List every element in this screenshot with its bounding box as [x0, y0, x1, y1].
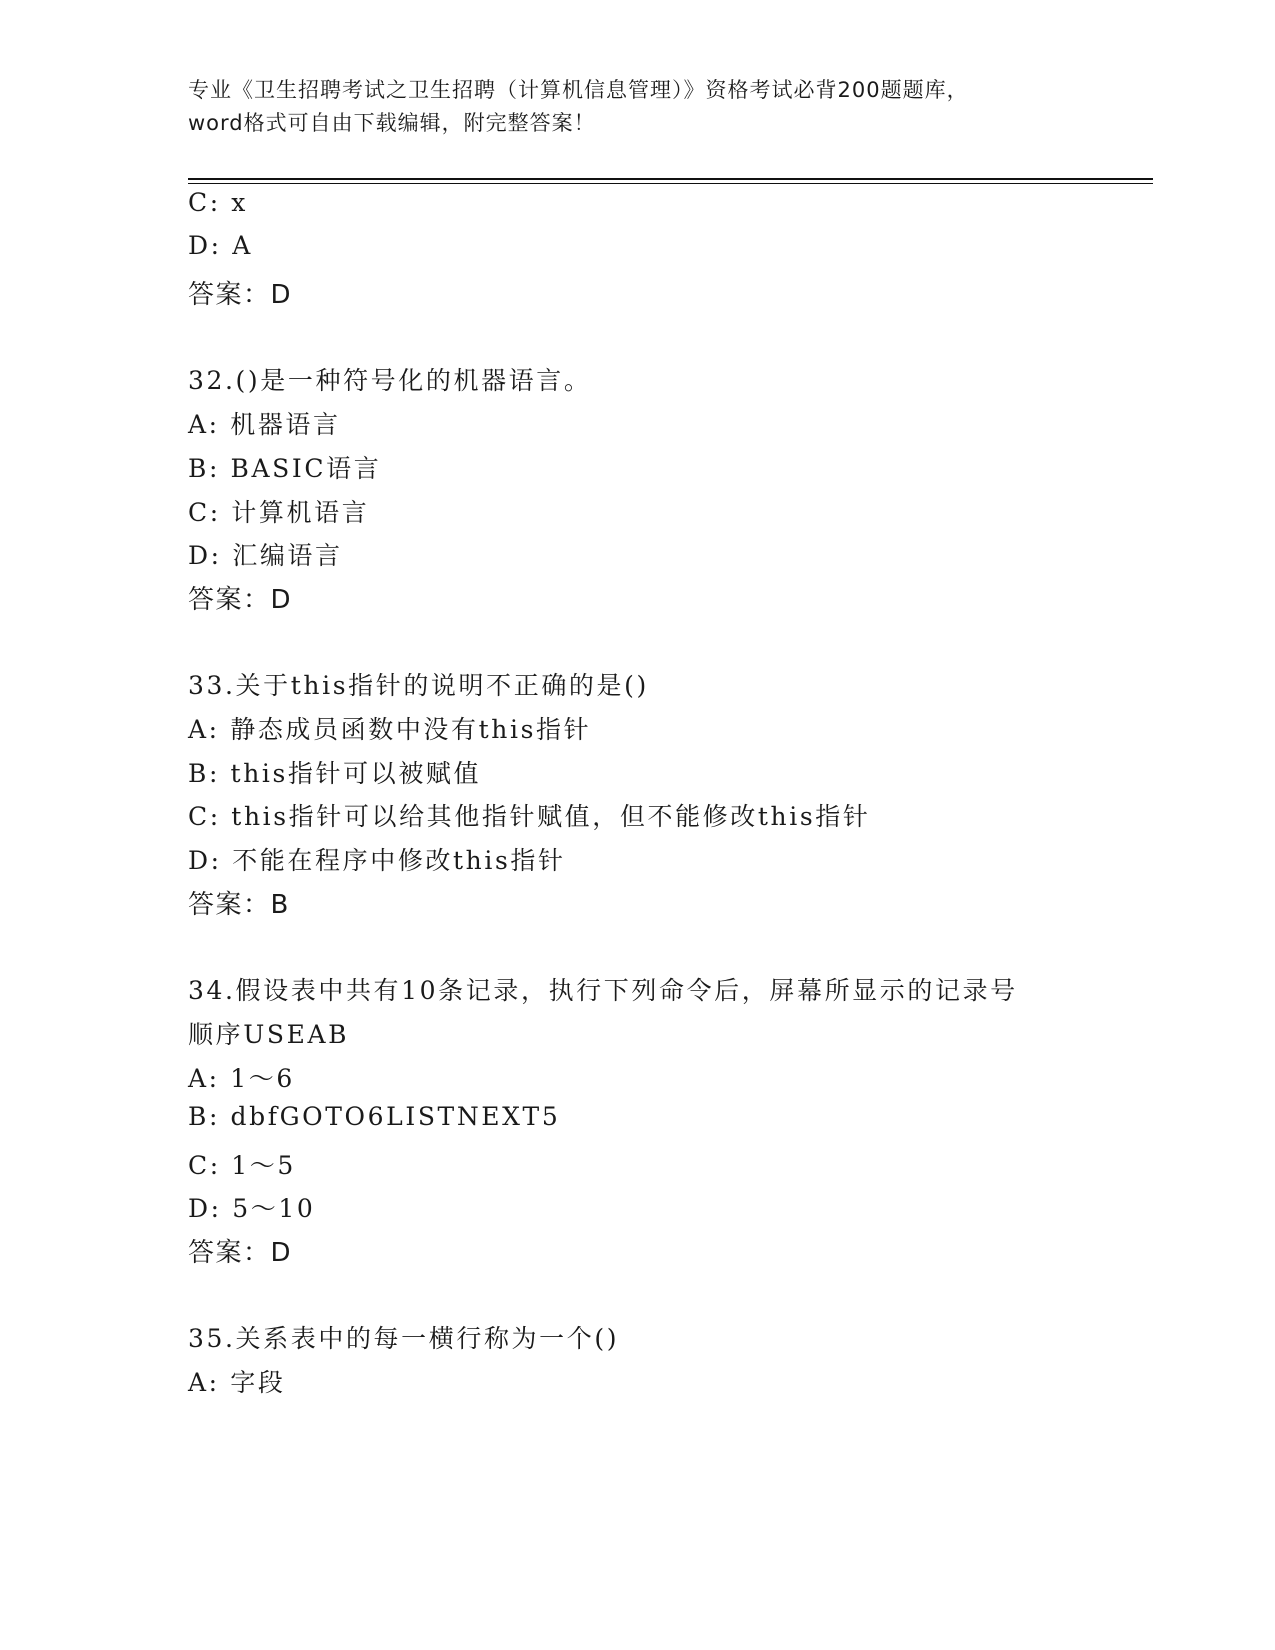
question-33-answer: 答案：B	[188, 890, 290, 920]
partial-question-answer: 答案：D	[188, 280, 293, 310]
question-34-stem-continued: 顺序USEAB	[188, 1020, 350, 1049]
header-divider-thin	[188, 183, 1153, 184]
question-32-option-c: C: 计算机语言	[188, 498, 370, 527]
question-35-option-a: A: 字段	[188, 1368, 286, 1397]
question-34-stem: 34.假设表中共有10条记录，执行下列命令后，屏幕所显示的记录号	[188, 976, 1018, 1005]
question-34-option-c: C: 1～5	[188, 1151, 296, 1180]
question-34-option-b: B: dbfGOTO6LISTNEXT5	[188, 1102, 561, 1131]
question-32-stem: 32.()是一种符号化的机器语言。	[188, 366, 592, 395]
header-title-line-2: word格式可自由下载编辑，附完整答案！	[188, 111, 596, 135]
question-33-option-b: B: this指针可以被赋值	[188, 759, 482, 788]
header-divider-thick	[188, 178, 1153, 180]
partial-question-option-c: C: x	[188, 188, 248, 217]
question-32-option-b: B: BASIC语言	[188, 454, 382, 483]
question-34-answer: 答案：D	[188, 1238, 293, 1268]
partial-question-option-d: D: A	[188, 231, 253, 260]
question-32-option-d: D: 汇编语言	[188, 541, 343, 570]
question-33-option-d: D: 不能在程序中修改this指针	[188, 846, 566, 875]
header-title-line-1: 专业《卫生招聘考试之卫生招聘（计算机信息管理）》资格考试必背200题题库，	[188, 78, 969, 102]
question-34-option-d: D: 5～10	[188, 1194, 316, 1223]
question-32-answer: 答案：D	[188, 585, 293, 615]
question-35-stem: 35.关系表中的每一横行称为一个()	[188, 1324, 620, 1353]
question-33-stem: 33.关于this指针的说明不正确的是()	[188, 671, 649, 700]
question-34-option-a: A: 1～6	[188, 1064, 295, 1093]
question-33-option-a: A: 静态成员函数中没有this指针	[188, 715, 592, 744]
document-header	[188, 74, 1088, 140]
question-32-option-a: A: 机器语言	[188, 410, 341, 439]
question-33-option-c: C: this指针可以给其他指针赋值，但不能修改this指针	[188, 802, 871, 831]
